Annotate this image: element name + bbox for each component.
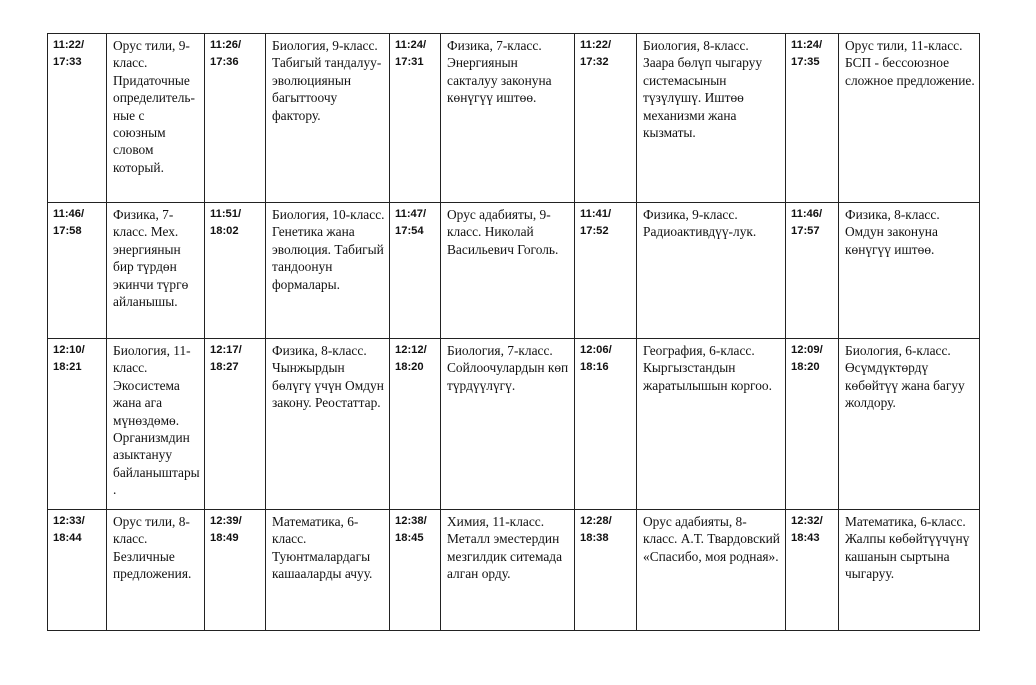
time-end: 17:31 (395, 55, 424, 68)
time-start: 12:39/ (210, 515, 242, 527)
lesson-cell: Физика, 9-класс. Радиоактивдүү-лук. (637, 203, 786, 339)
time-cell (575, 34, 637, 203)
time-cell (48, 203, 107, 339)
time-start: 11:47/ (395, 208, 427, 220)
lesson-cell: Математика, 6-класс. Туюнтмалардагы кашааларды ачуу. (266, 510, 390, 631)
lesson-cell: Математика, 6-класс. Жалпы көбөйтүүчүнү кашанын сыртына чыгаруу. (839, 510, 980, 631)
time-end: 17:54 (395, 224, 424, 237)
time-start: 11:22/ (53, 39, 85, 51)
time-end: 17:35 (791, 55, 820, 68)
time-cell (205, 510, 266, 631)
table-row (48, 339, 980, 510)
time-start: 11:22/ (580, 39, 612, 51)
table-row (48, 34, 980, 203)
time-start: 12:28/ (580, 515, 612, 527)
time-cell (48, 339, 107, 510)
time-cell (786, 34, 839, 203)
lesson-cell: Орус тили, 8-класс. Безличные предложения. (107, 510, 205, 631)
lesson-cell: Физика, 7-класс. Энергиянын сакталуу законуна көнүгүү иштөө. (441, 34, 575, 203)
time-cell (575, 510, 637, 631)
time-start: 12:09/ (791, 344, 823, 356)
time-start: 11:41/ (580, 208, 612, 220)
time-start: 11:51/ (210, 208, 242, 220)
time-start: 11:24/ (395, 39, 427, 51)
time-cell (786, 339, 839, 510)
time-cell (48, 510, 107, 631)
lesson-cell: Биология, 8-класс. Заара бөлүп чыгаруу системасынын түзүлүшү. Иштөө механизми жана кызматы. (637, 34, 786, 203)
time-cell (390, 339, 441, 510)
schedule-table (47, 33, 980, 631)
time-start: 12:32/ (791, 515, 823, 527)
time-end: 18:21 (53, 360, 82, 373)
time-cell (205, 339, 266, 510)
time-end: 17:33 (53, 55, 82, 68)
time-cell (48, 34, 107, 203)
lesson-cell: Биология, 6-класс. Өсүмдүктөрдү көбөйтүү жана багуу жолдору. (839, 339, 980, 510)
time-cell (786, 510, 839, 631)
time-start: 12:17/ (210, 344, 242, 356)
time-cell (390, 510, 441, 631)
time-start: 11:26/ (210, 39, 242, 51)
time-cell (575, 339, 637, 510)
lesson-cell: Физика, 8-класс. Омдун законуна көнүгүү иштөө. (839, 203, 980, 339)
lesson-cell: Биология, 7-класс. Сойлоочулардын көп түрдүүлүгү. (441, 339, 575, 510)
lesson-cell: Орус тили, 9- класс. Придаточные определитель-ные с союзным словом который. (107, 34, 205, 203)
time-start: 11:24/ (791, 39, 823, 51)
table-row (48, 203, 980, 339)
time-end: 18:38 (580, 531, 609, 544)
time-end: 17:58 (53, 224, 82, 237)
time-end: 18:16 (580, 360, 609, 373)
time-end: 18:02 (210, 224, 239, 237)
time-cell (205, 203, 266, 339)
time-start: 12:06/ (580, 344, 612, 356)
time-end: 17:57 (791, 224, 820, 237)
lesson-cell: Орус адабияты, 9-класс. Николай Васильевич Гоголь. (441, 203, 575, 339)
lesson-cell: Биология, 10-класс. Генетика жана эволюция. Табигый тандоонун формалары. (266, 203, 390, 339)
lesson-cell: Орус тили, 11-класс. БСП - бессоюзное сложное предложение. (839, 34, 980, 203)
time-start: 12:10/ (53, 344, 85, 356)
time-start: 12:33/ (53, 515, 85, 527)
table-row (48, 510, 980, 631)
time-end: 18:49 (210, 531, 239, 544)
time-start: 12:38/ (395, 515, 427, 527)
lesson-cell: Химия, 11-класс. Металл эместердин мезгилдик ситемада алган орду. (441, 510, 575, 631)
time-end: 18:43 (791, 531, 820, 544)
time-end: 18:44 (53, 531, 82, 544)
time-start: 11:46/ (791, 208, 823, 220)
time-end: 18:27 (210, 360, 239, 373)
time-end: 18:45 (395, 531, 424, 544)
lesson-cell: Физика, 7-класс. Мех. энергиянын бир түрдөн экинчи түргө айланышы. (107, 203, 205, 339)
lesson-cell: Физика, 8-класс. Чынжырдын бөлүгү үчүн Омдун закону. Реостаттар. (266, 339, 390, 510)
time-start: 12:12/ (395, 344, 427, 356)
time-cell (390, 34, 441, 203)
time-cell (390, 203, 441, 339)
time-cell (205, 34, 266, 203)
time-end: 18:20 (395, 360, 424, 373)
time-end: 17:36 (210, 55, 239, 68)
lesson-cell: География, 6-класс. Кыргызстандын жаратылышын коргоо. (637, 339, 786, 510)
lesson-cell: Биология, 11-класс. Экосистема жана ага мүнөздөмө. Организмдин азыктануу байланыштары. (107, 339, 205, 510)
lesson-cell: Орус адабияты, 8-класс. А.Т. Твардовский «Спасибо, моя родная». (637, 510, 786, 631)
time-end: 17:32 (580, 55, 609, 68)
time-cell (575, 203, 637, 339)
lesson-cell: Биология, 9-класс. Табигый тандалуу-эволюциянын багыттоочу фактору. (266, 34, 390, 203)
time-end: 17:52 (580, 224, 609, 237)
time-start: 11:46/ (53, 208, 85, 220)
time-cell (786, 203, 839, 339)
time-end: 18:20 (791, 360, 820, 373)
